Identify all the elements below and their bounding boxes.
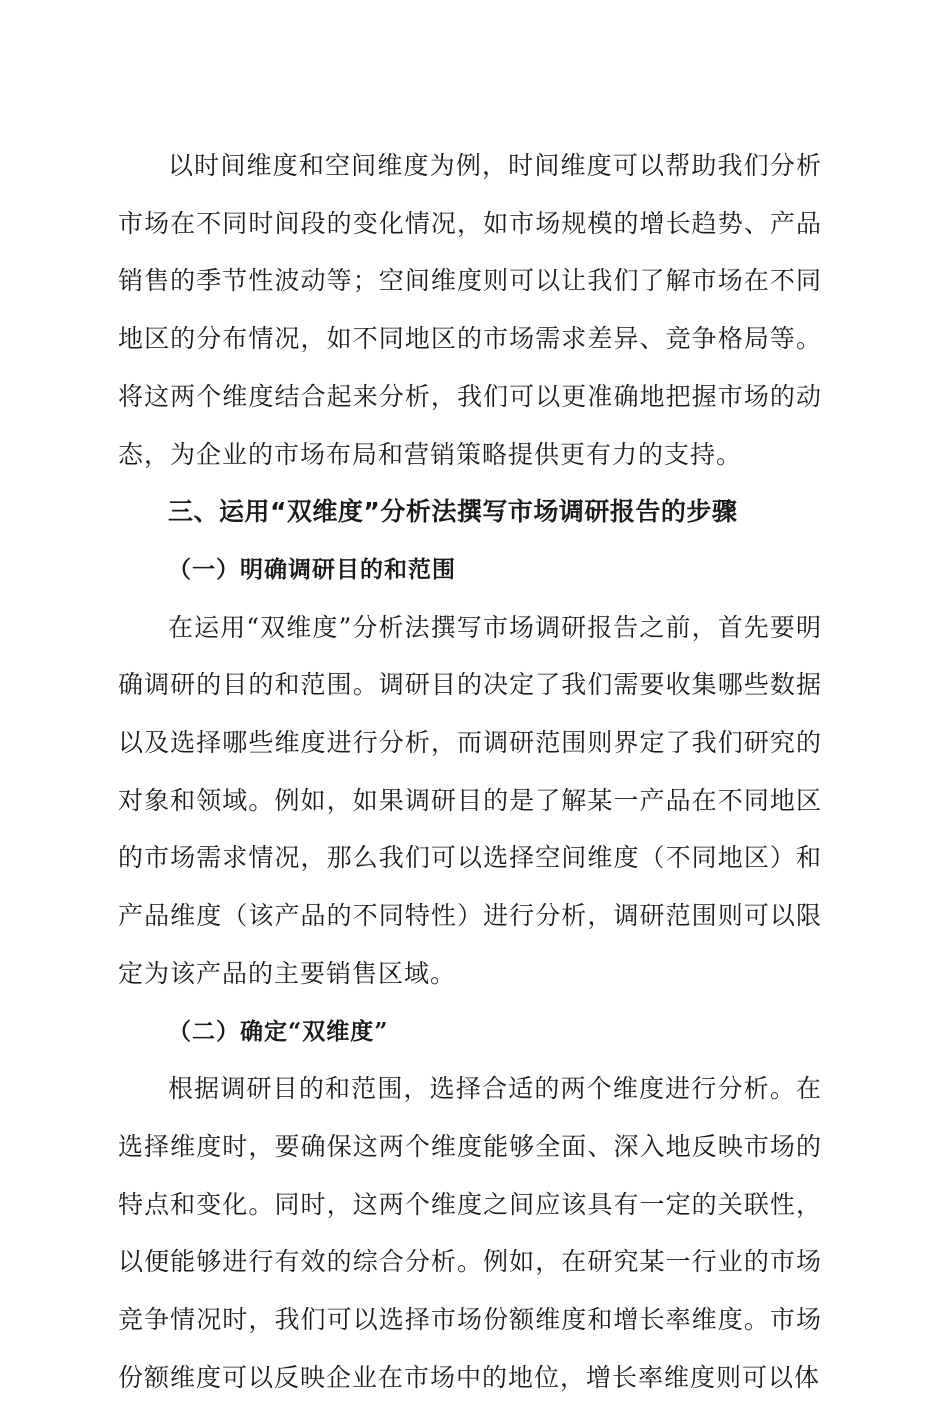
subsection-heading-one: （一）明确调研目的和范围: [168, 555, 456, 583]
section-heading-three: 三、运用“双维度”分析法撰写市场调研报告的步骤: [168, 497, 738, 527]
paragraph-dimension-example: 以时间维度和空间维度为例，时间维度可以帮助我们分析市场在不同时间段的变化情况，如市场规模的增长趋势、产品销售的季节性波动等；空间维度则可以让我们了解市场在不同地区的分布情况，如不同地区的市场需求差异、竞争格局等。将这两个维度结合起来分析，我们可以更准确地把握市场的动态，为企业的市场布局和营销策略提供更有力的支持。: [118, 151, 822, 469]
subsection-heading-two: （二）确定“双维度”: [168, 1017, 389, 1045]
paragraph-choose-dimensions: 根据调研目的和范围，选择合适的两个维度进行分析。在选择维度时，要确保这两个维度能够全面、深入地反映市场的特点和变化。同时，这两个维度之间应该具有一定的关联性，以便能够进行有效的综合分析。例如，在研究某一行业的市场竞争情况时，我们可以选择市场份额维度和增长率维度。市场份额维度可以反映企业在市场中的地位，增长率维度则可以体: [118, 1074, 822, 1392]
paragraph-research-purpose: 在运用“双维度”分析法撰写市场调研报告之前，首先要明确调研的目的和范围。调研目的决定了我们需要收集哪些数据以及选择哪些维度进行分析，而调研范围则界定了我们研究的对象和领域。例如，如果调研目的是了解某一产品在不同地区的市场需求情况，那么我们可以选择空间维度（不同地区）和产品维度（该产品的不同特性）进行分析，调研范围则可以限定为该产品的主要销售区域。: [118, 612, 822, 988]
document-body: [118, 137, 822, 1406]
